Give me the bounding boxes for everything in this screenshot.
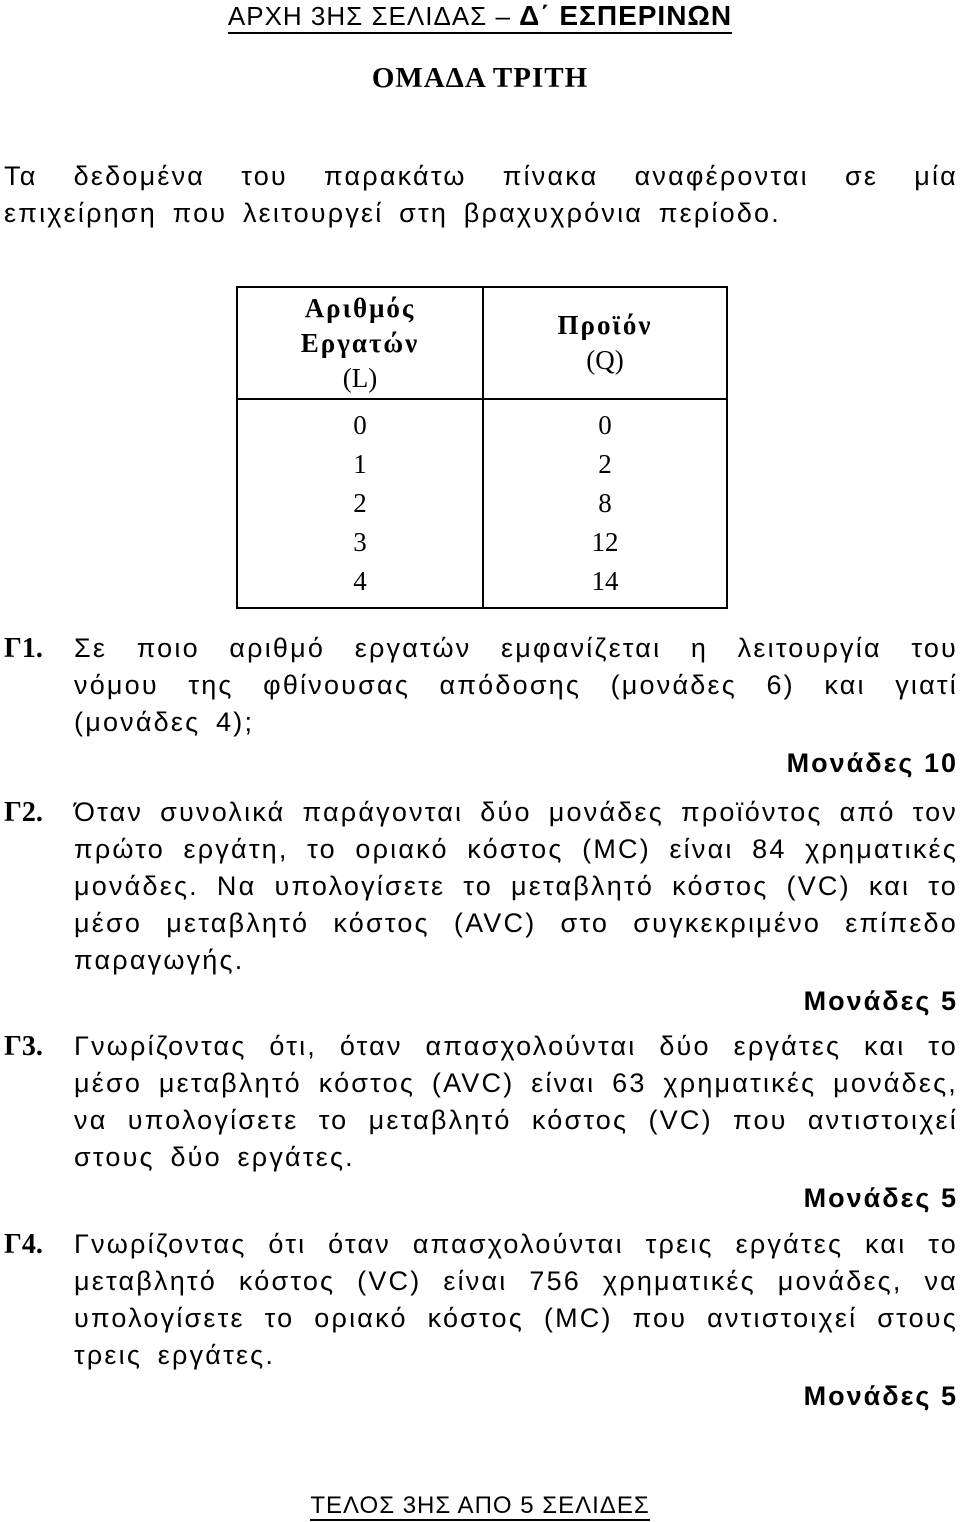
question-marks: Μονάδες 5 <box>803 1381 958 1411</box>
question-label: Γ3. <box>4 1031 43 1062</box>
page-footer <box>0 1492 960 1520</box>
question-text: Γνωρίζοντας ότι, όταν απασχολούνται δύο εργάτες και το μέσο μεταβλητό κόστος (AVC) είναι 63 χρηματικές μονάδες, να υπολογίσετε το μεταβλητό κόστος (VC) που αντιστοιχεί στους δύο εργάτες. <box>74 1031 958 1172</box>
data-table <box>236 286 728 609</box>
header-workers-line2: Εργατών <box>300 327 420 358</box>
cell-workers: 2 <box>237 484 483 523</box>
table-header-row <box>237 287 727 399</box>
cell-workers: 4 <box>237 562 483 608</box>
cell-product: 8 <box>483 484 727 523</box>
page-header-emphasis: Δ΄ ΕΣΠΕΡΙΝΩΝ <box>519 0 733 31</box>
table-row <box>237 445 727 484</box>
cell-workers: 1 <box>237 445 483 484</box>
table-row <box>237 399 727 445</box>
question-text: Σε ποιο αριθμό εργατών εμφανίζεται η λειτουργία του νόμου της φθίνουσας απόδοσης (μονάδες 6) και γιατί (μονάδες 4); <box>74 633 958 737</box>
question-marks: Μονάδες 5 <box>803 1183 958 1213</box>
intro-paragraph: Τα δεδομένα του παρακάτω πίνακα αναφέρονται σε μία επιχείρηση που λειτουργεί στη βραχυχρόνια περίοδο. <box>4 161 958 228</box>
question-g1 <box>4 630 958 782</box>
table-row <box>237 523 727 562</box>
header-product <box>483 287 727 399</box>
cell-workers: 3 <box>237 523 483 562</box>
page-header <box>0 0 960 34</box>
cell-product: 2 <box>483 445 727 484</box>
table-row <box>237 562 727 608</box>
question-g3 <box>4 1028 958 1217</box>
cell-product: 14 <box>483 562 727 608</box>
header-product-line1: Προϊόν <box>557 310 653 340</box>
page-header-text <box>228 1 732 34</box>
question-g2 <box>4 794 958 1020</box>
header-workers-line1: Αριθμός <box>304 292 416 323</box>
cell-product: 0 <box>483 399 727 445</box>
question-marks: Μονάδες 10 <box>786 748 958 778</box>
cell-product: 12 <box>483 523 727 562</box>
question-marks: Μονάδες 5 <box>803 986 958 1016</box>
cell-workers: 0 <box>237 399 483 445</box>
question-g4 <box>4 1226 958 1415</box>
question-label: Γ4. <box>4 1229 43 1260</box>
table-row <box>237 484 727 523</box>
question-label: Γ1. <box>4 633 43 664</box>
question-text: Όταν συνολικά παράγονται δύο μονάδες προϊόντος από τον πρώτο εργάτη, το οριακό κόστος (MC) είναι 84 χρηματικές μονάδες. Να υπολογίσετε το μεταβλητό κόστος (VC) και το μέσο μεταβλητό κόστος (AVC) στο συγκεκριμένο επίπεδο παραγωγής. <box>74 797 958 975</box>
group-title: ΟΜΑΔΑ ΤΡΙΤΗ <box>371 62 589 94</box>
header-workers-line3: (L) <box>342 362 378 393</box>
question-label: Γ2. <box>4 797 43 828</box>
page-header-prefix: ΑΡΧΗ 3ΗΣ ΣΕΛΙΔΑΣ – <box>227 1 520 31</box>
page-footer-text: ΤΕΛΟΣ 3ΗΣ ΑΠΟ 5 ΣΕΛΙΔΕΣ <box>310 1492 650 1519</box>
question-text: Γνωρίζοντας ότι όταν απασχολούνται τρεις εργάτες και το μεταβλητό κόστος (VC) είναι 756 χρηματικές μονάδες, να υπολογίσετε το οριακό κόστος (MC) που αντιστοιχεί στους τρεις εργάτες. <box>74 1229 958 1370</box>
header-workers <box>237 287 483 399</box>
header-product-line2: (Q) <box>586 345 624 375</box>
